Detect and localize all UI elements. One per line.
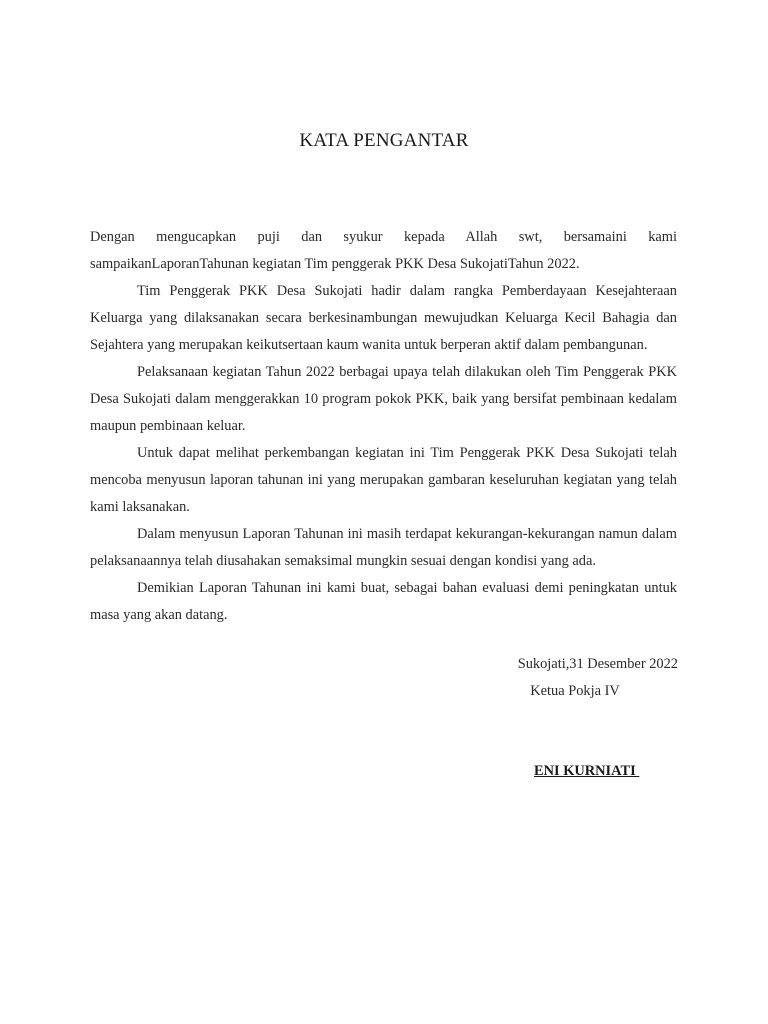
paragraph: Demikian Laporan Tahunan ini kami buat, sebagai bahan evaluasi demi peningkatan untuk masa yang akan datang. <box>90 580 677 623</box>
document-body <box>90 224 677 629</box>
paragraph: Pelaksanaan kegiatan Tahun 2022 berbagai upaya telah dilakukan oleh Tim Penggerak PKK Desa Sukojati dalam menggerakkan 10 program pokok PKK, baik yang bersifat pembinaan kedalam maupun pembinaan keluar. <box>90 364 677 434</box>
paragraph: Untuk dapat melihat perkembangan kegiatan ini Tim Penggerak PKK Desa Sukojati telah mencoba menyusun laporan tahunan ini yang merupakan gambaran keseluruhan kegiatan yang telah kami laksanakan. <box>90 445 677 515</box>
signature-name: ENI KURNIATI <box>534 763 640 779</box>
signature-place-date: Sukojati,31 Desember 2022 <box>517 656 678 672</box>
paragraph: Tim Penggerak PKK Desa Sukojati hadir dalam rangka Pemberdayaan Kesejahteraan Keluarga yang dilaksanakan secara berkesinambungan mewujudkan Keluarga Kecil Bahagia dan Sejahtera yang merupakan keikutsertaan kaum wanita untuk berperan aktif dalam pembangunan. <box>90 283 677 353</box>
paragraph-opening: Dengan mengucapkan puji dan syukur kepada Allah swt, bersamaini kami sampaikanLaporanTahunan kegiatan Tim penggerak PKK Desa SukojatiTahun 2022. <box>90 229 677 272</box>
paragraph: Dalam menyusun Laporan Tahunan ini masih terdapat kekurangan-kekurangan namun dalam pelaksanaannya telah diusahakan semaksimal mungkin sesuai dengan kondisi yang ada. <box>90 526 677 569</box>
signature-role: Ketua Pokja IV <box>530 683 620 699</box>
page-title: KATA PENGANTAR <box>299 130 469 151</box>
